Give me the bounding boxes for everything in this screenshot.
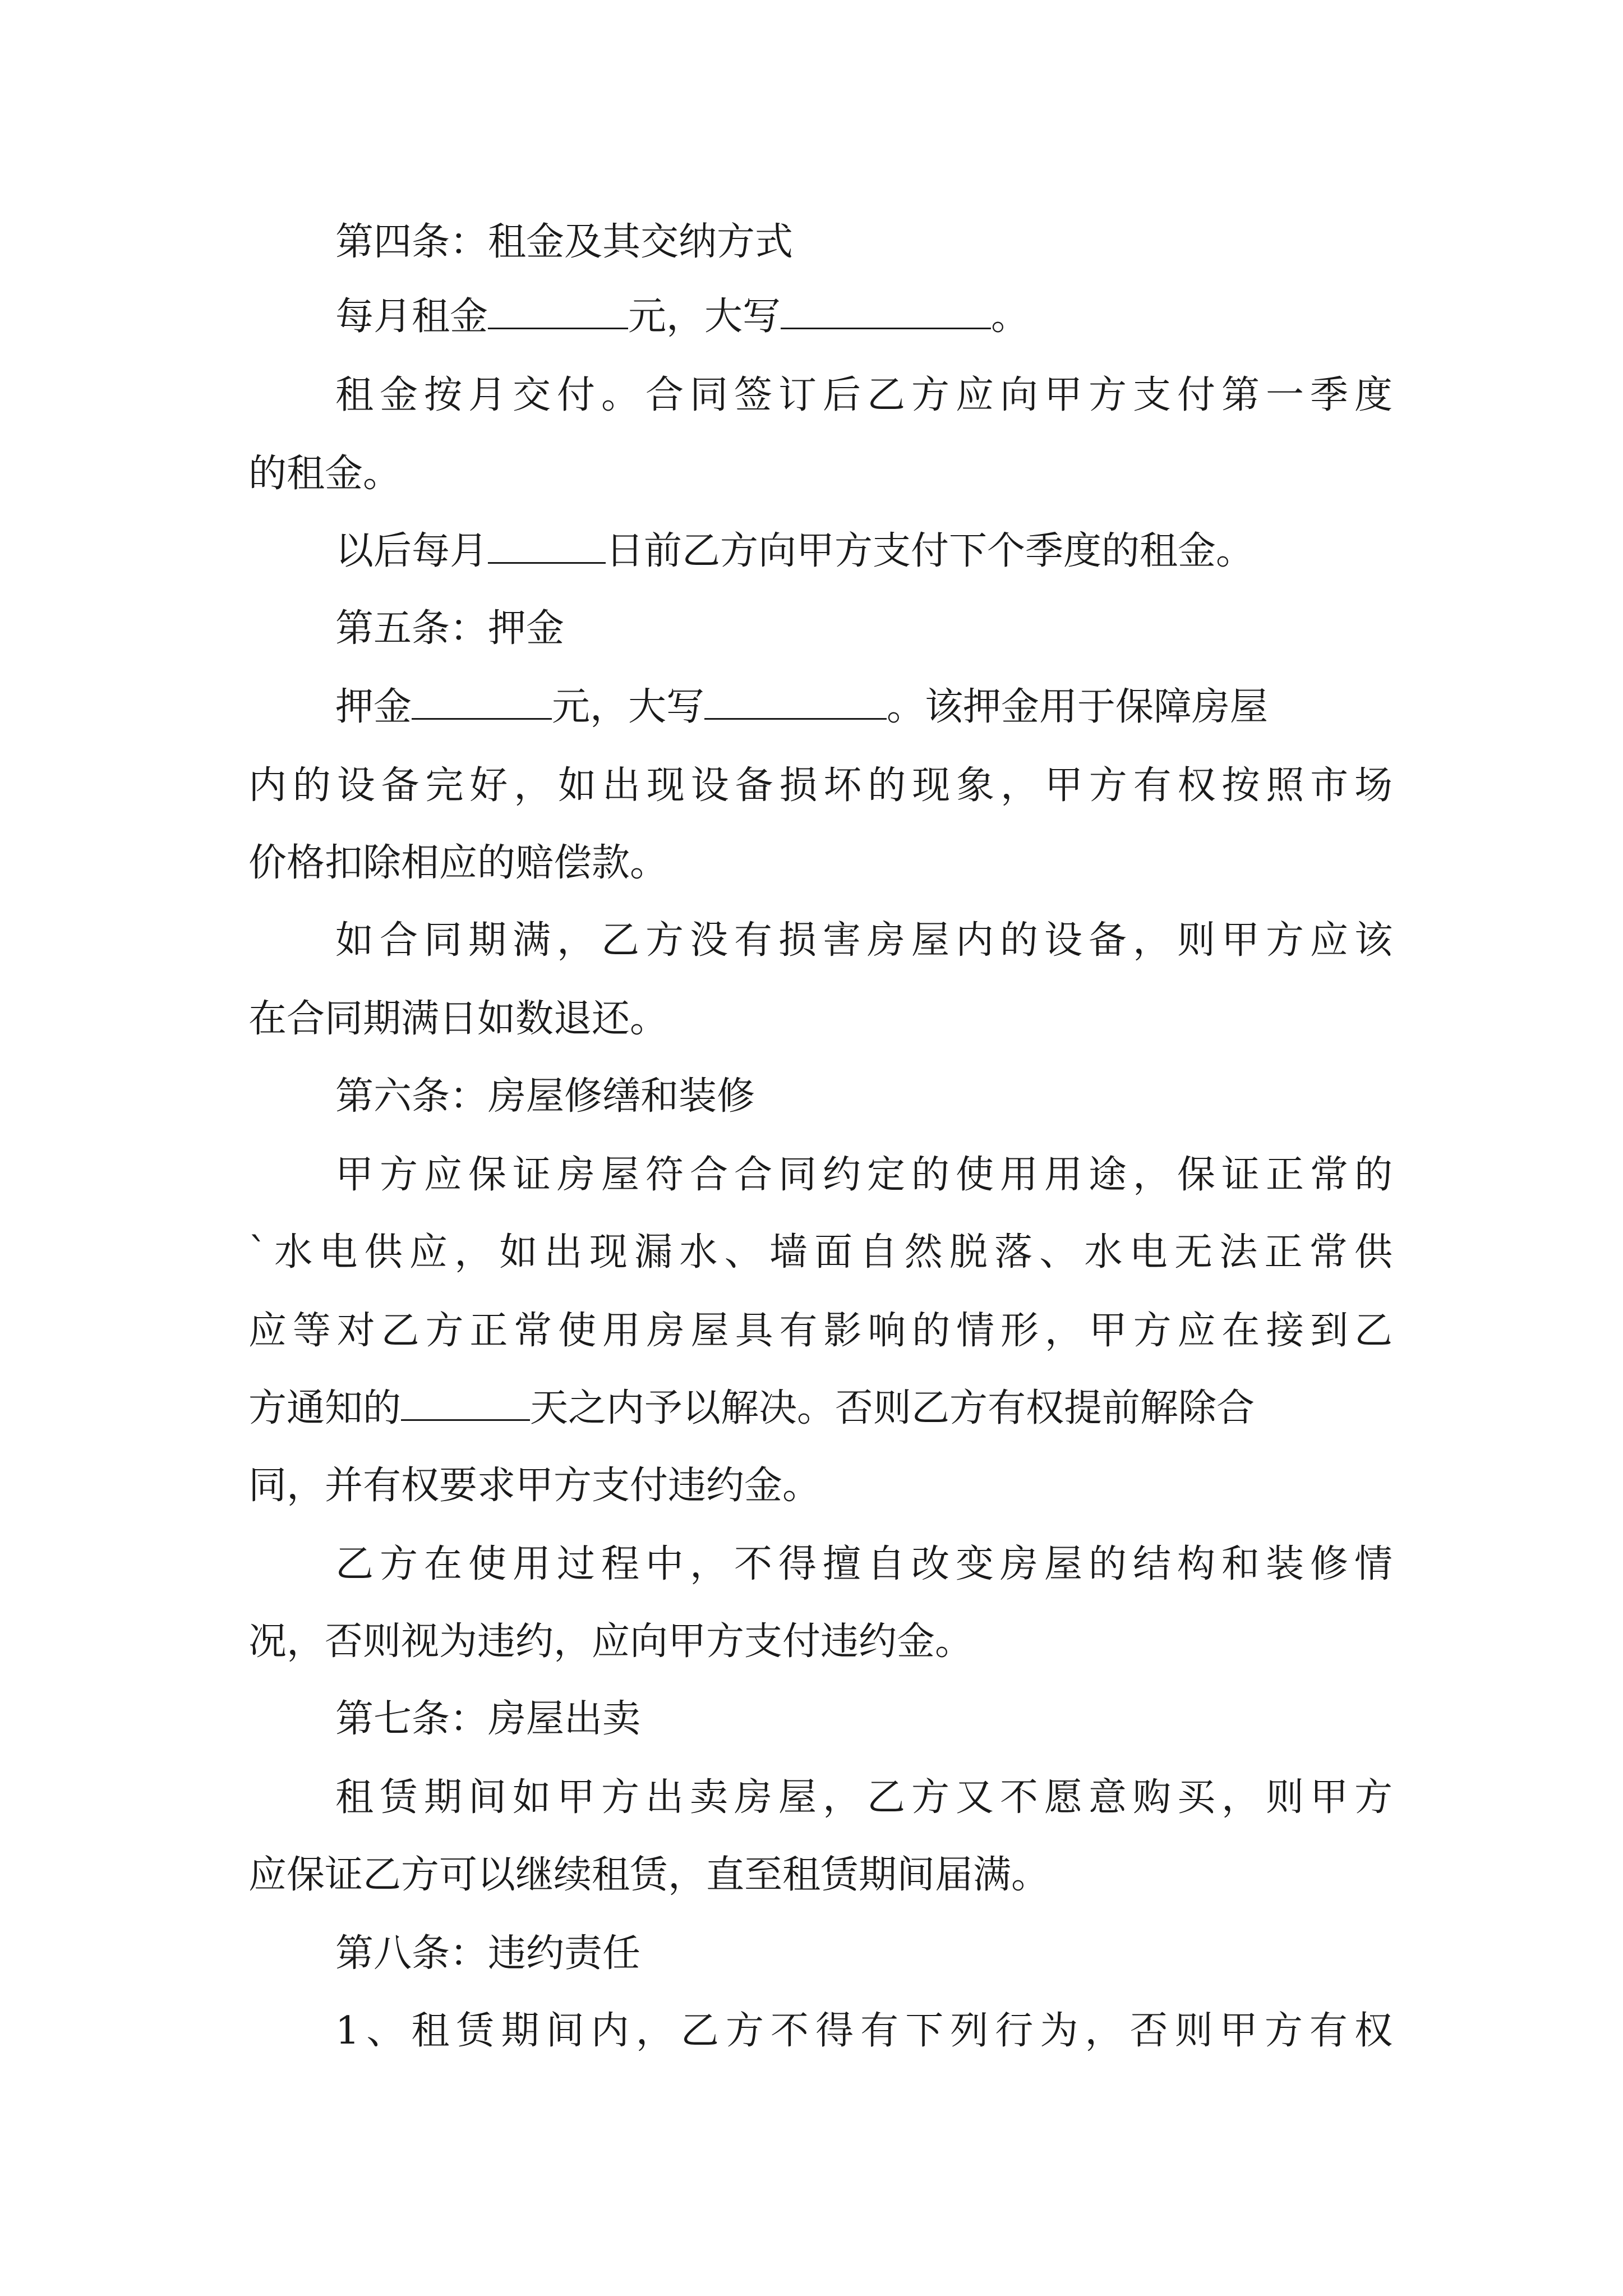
article-5-heading: [335, 592, 1479, 665]
rent-uppercase-blank: [781, 283, 991, 329]
article-6-paragraph-2-line-1: 乙方在使用过程中，不得擅自改变房屋的结构和装修情: [335, 1542, 1393, 1586]
article-7-title: 第七条：房屋出卖: [335, 1697, 641, 1741]
article-6-paragraph-1-line-5: 同，并有权要求甲方支付违约金。: [248, 1464, 821, 1508]
article-8-paragraph-1-line-1: 1、租赁期间内，乙方不得有下列行为，否则甲方有权: [335, 2009, 1393, 2053]
article-5-paragraph-1-line-2: 内的设备完好，如出现设备损坏的现象，甲方有权按照市场: [248, 763, 1393, 808]
deposit-amount-blank: [412, 673, 552, 720]
article-4-rent-line: [335, 280, 1479, 353]
rent-label: 每月租金: [335, 295, 488, 339]
deposit-uppercase-blank: [704, 673, 887, 720]
article-6-title: 第六条：房屋修缮和装修: [335, 1074, 755, 1119]
rent-line-end: 。: [991, 295, 1030, 339]
article-4-paragraph-2: 以后每月 日前乙方向甲方支付下个季度的租金。: [335, 515, 1479, 588]
article-6-paragraph-1-line-3: 应等对乙方正常使用房屋具有影响的情形，甲方应在接到乙: [248, 1309, 1393, 1353]
article-6-paragraph-1-line-1: 甲方应保证房屋符合合同约定的使用用途，保证正常的: [335, 1153, 1393, 1197]
article-4-paragraph-1-line-1: 租金按月交付。合同签订后乙方应向甲方支付第一季度: [335, 373, 1393, 417]
article-8-title: 第八条：违约责任: [335, 1931, 641, 1976]
article-5-title: 第五条：押金: [335, 606, 565, 651]
article-5-paragraph-1-line-1: 押金 元，大写 。该押金用于保障房屋: [335, 671, 1479, 744]
article-6-paragraph-1-line-4: 方通知的 天之内予以解决。否则乙方有权提前解除合: [248, 1372, 1393, 1445]
article-4-heading: [335, 206, 1479, 279]
article-7-heading: [335, 1683, 1479, 1756]
rent-amount-blank: [488, 283, 628, 329]
article-5-paragraph-1-line-3: 价格扣除相应的赔偿款。: [248, 841, 668, 885]
article-5-paragraph-2-line-1: 如合同期满，乙方没有损害房屋内的设备，则甲方应该: [335, 918, 1393, 963]
article-7-paragraph-1-line-2: 应保证乙方可以继续租赁，直至租赁期间届满。: [248, 1853, 1050, 1897]
resolution-days-blank: [401, 1374, 530, 1421]
article-5-paragraph-2-line-2: 在合同期满日如数退还。: [248, 997, 668, 1041]
payment-day-blank: [488, 517, 606, 564]
rent-uppercase-label: 元，大写: [628, 295, 781, 339]
article-6-paragraph-1-line-2: `水电供应，如出现漏水、墙面自然脱落、水电无法正常供: [248, 1230, 1393, 1274]
article-6-heading: [335, 1060, 1479, 1133]
article-6-paragraph-2-line-2: 况，否则视为违约，应向甲方支付违约金。: [248, 1619, 974, 1664]
article-8-heading: [335, 1917, 1479, 1990]
article-7-paragraph-1-line-1: 租赁期间如甲方出卖房屋，乙方又不愿意购买，则甲方: [335, 1775, 1393, 1820]
article-4-title: 第四条：租金及其交纳方式: [335, 220, 794, 264]
article-4-paragraph-1-line-2: 的租金。: [248, 452, 402, 496]
